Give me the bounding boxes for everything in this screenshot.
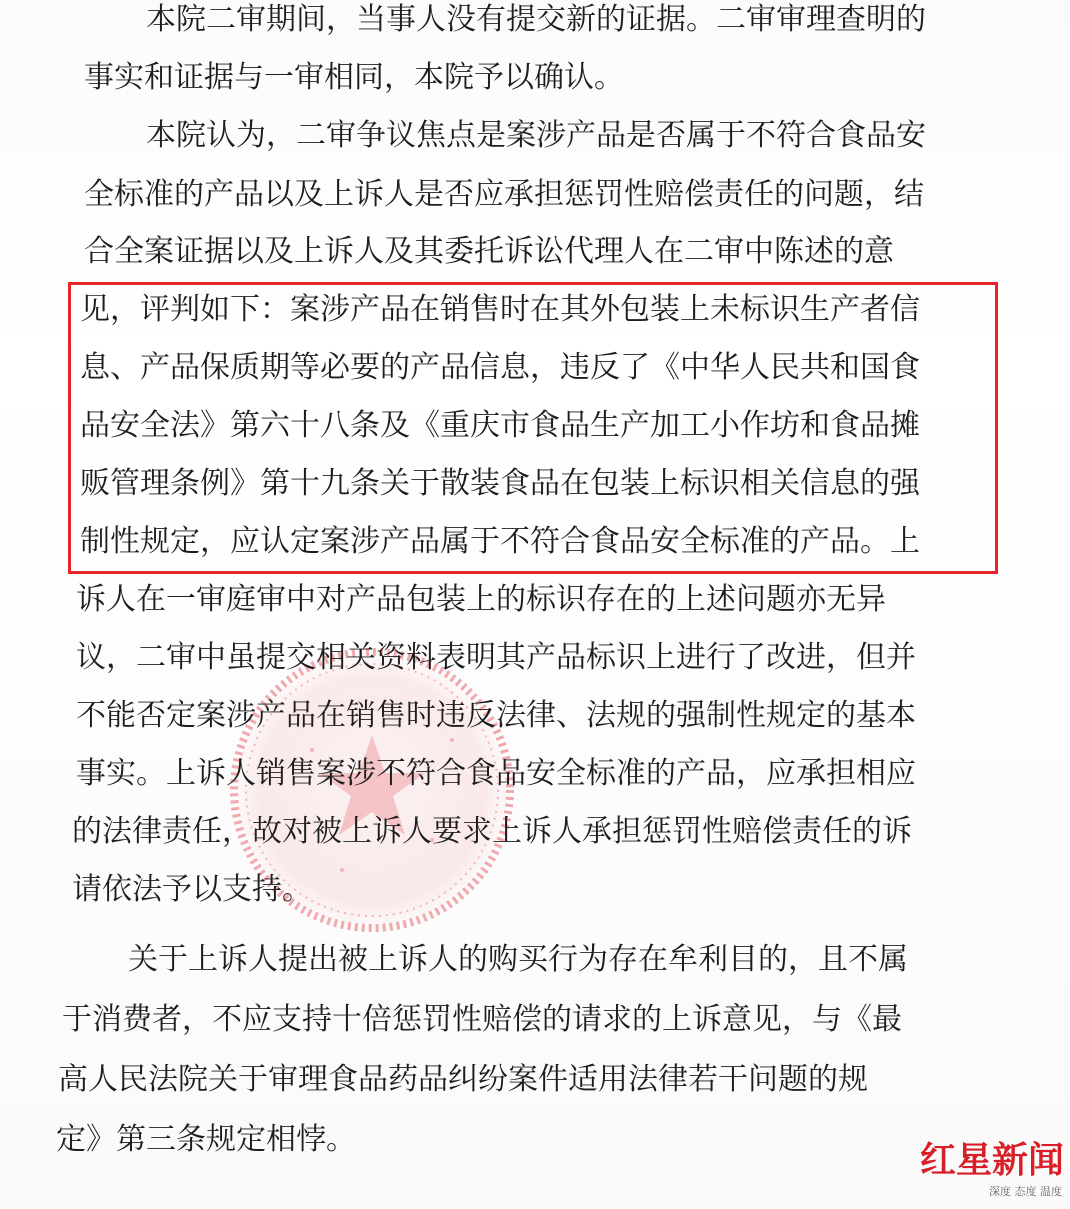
text-line: 合全案证据以及上诉人及其委托诉讼代理人在二审中陈述的意 <box>84 234 894 269</box>
text-line: 于消费者，不应支持十倍惩罚性赔偿的请求的上诉意见，与《最 <box>62 1002 902 1037</box>
text-line: 制性规定，应认定案涉产品属于不符合食品安全标准的产品。上 <box>80 524 920 559</box>
text-line: 议，二审中虽提交相关资料表明其产品标识上进行了改进，但并 <box>76 640 916 675</box>
text-line: 请依法予以支持。 <box>72 872 312 907</box>
text-line: 见，评判如下：案涉产品在销售时在其外包装上未标识生产者信 <box>80 292 920 327</box>
text-line: 品安全法》第六十八条及《重庆市食品生产加工小作坊和食品摊 <box>80 408 920 443</box>
text-line: 关于上诉人提出被上诉人的购买行为存在牟利目的，且不属 <box>128 942 908 977</box>
text-line: 的法律责任，故对被上诉人要求上诉人承担惩罚性赔偿责任的诉 <box>72 814 912 849</box>
text-line: 高人民法院关于审理食品药品纠纷案件适用法律若干问题的规 <box>58 1062 868 1097</box>
text-line: 本院二审期间，当事人没有提交新的证据。二审审理查明的 <box>146 2 926 37</box>
text-line: 本院认为，二审争议焦点是案涉产品是否属于不符合食品安 <box>146 118 926 153</box>
text-line: 全标准的产品以及上诉人是否应承担惩罚性赔偿责任的问题，结 <box>84 177 924 212</box>
text-line: 定》第三条规定相悖。 <box>56 1122 356 1157</box>
text-line: 不能否定案涉产品在销售时违反法律、法规的强制性规定的基本 <box>76 698 916 733</box>
text-line: 贩管理条例》第十九条关于散装食品在包装上标识相关信息的强 <box>80 466 920 501</box>
brand-tagline: 深度 态度 温度 <box>989 1185 1062 1198</box>
text-line: 事实和证据与一审相同，本院予以确认。 <box>84 60 624 95</box>
text-line: 息、产品保质期等必要的产品信息，违反了《中华人民共和国食 <box>80 350 920 385</box>
brand-logo-text: 红星新闻 <box>919 1140 1064 1181</box>
text-line: 诉人在一审庭审中对产品包装上的标识存在的上述问题亦无异 <box>76 582 886 617</box>
brand-watermark <box>919 1140 1064 1203</box>
text-line: 事实。上诉人销售案涉不符合食品安全标准的产品，应承担相应 <box>76 756 916 791</box>
